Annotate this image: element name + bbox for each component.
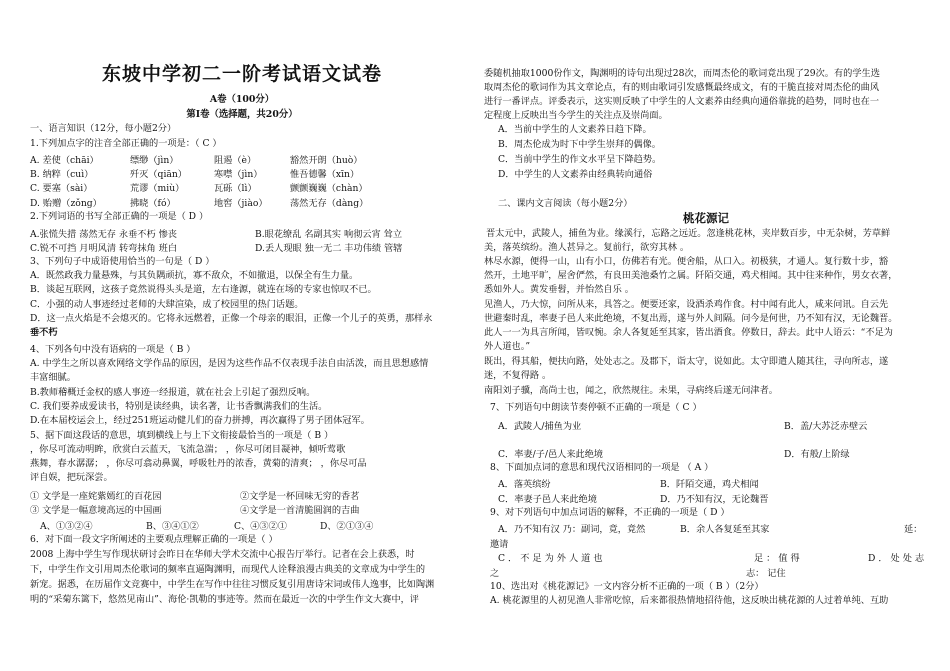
q7-option-c: C．率妻/子/邑人来此绝境 bbox=[498, 449, 604, 460]
q1-option: 荡然无存（dàng） bbox=[290, 198, 369, 209]
q6-option-d: D．中学生的人文素养由经典转向通俗 bbox=[498, 169, 653, 180]
q4-option-b: B.教师稽概迁金权的感人事迹一经报道，就在社会上引起了强烈反响。 bbox=[30, 387, 316, 398]
left-column bbox=[22, 0, 462, 671]
q9-option-a: A．乃不知有汉 乃：副词，竟，竟然 bbox=[498, 524, 646, 535]
passage-line: 迷，不复得路 。 bbox=[484, 370, 552, 381]
q3-option-d: D．这一点火焰是不会熄灭的。它将永远燃着，正像一个母亲的眼泪，正像一个儿子的英勇，那样永 bbox=[30, 313, 433, 324]
passage-line: 南阳刘子骥，高尚士也，闻之，欣然规往。未果，寻病终后遂无问津者。 bbox=[484, 385, 778, 396]
q6-passage: 新宠。据悉，在历届作文竞赛中，中学生在写作中往往习惯反复引用唐诗宋词或伟人逸事，比如陶渊 bbox=[30, 579, 435, 590]
q6-passage-cont: 取周杰伦的歌词作为其文章论点，有的则由歌词引发感慨最终成文，有的干脆直接对周杰伦的曲风 bbox=[484, 82, 880, 93]
q1-option: 荒谬（miù） bbox=[130, 183, 185, 194]
q3-option-d-cont: 垂不朽 bbox=[30, 327, 58, 338]
q2-option-d: D.丢人现眼 独一无二 丰功伟绩 管辖 bbox=[255, 243, 403, 254]
q5-item: ②文学是一杯回味无穷的香茗 bbox=[240, 491, 360, 502]
q4-option-a: A. 中学生之所以喜欢网络文学作品的原因，是因为这些作品不仅表现手法自由活泼，而且思想感情 bbox=[30, 358, 429, 369]
q5-item: ① 文学是一座姹紫嫣红的百花园 bbox=[30, 491, 162, 502]
q8-option-a: A．落英缤纷 bbox=[498, 479, 551, 490]
q1-option: 拂晓（fó） bbox=[130, 198, 176, 209]
q9-option-c-gloss: 足：值得 bbox=[754, 553, 803, 564]
question-1-stem: 1.下列加点字的注音全部正确的一项是：（ C ） bbox=[30, 138, 222, 149]
q9-option-d-cont: 之 bbox=[490, 568, 500, 579]
question-5-stem: 5、据下面这段话的意思，填到横线上与上下文衔接最恰当的一项是（ B ） bbox=[30, 430, 334, 441]
q2-option-c: C.锐不可挡 月明风清 转弯抹角 班白 bbox=[30, 243, 178, 254]
q4-option-d: D.在本届校运会上，经过251班运动健儿们的奋力拼搏，再次赢得了男子团体冠军。 bbox=[30, 415, 370, 426]
passage-line: 既出，得其船，便扶向路，处处志之。及郡下，诣太守，说如此。太守即遣人随其往，寻向所志，遂 bbox=[484, 356, 889, 367]
q5-answer-d: D、②①③④ bbox=[320, 521, 374, 532]
q2-option-b: B.眼花缭乱 名副其实 响彻云宵 耸立 bbox=[255, 229, 403, 240]
q5-answer-c: C、④③②① bbox=[234, 521, 287, 532]
volume-heading: A卷（100分） bbox=[209, 94, 275, 105]
q9-option-b-cont: 邀请 bbox=[490, 539, 509, 550]
question-8-stem: 8、下面加点词的意思和现代汉语相同的一项是 （ A ） bbox=[490, 462, 714, 473]
q8-option-b: B．阡陌交通，鸡犬相闻 bbox=[660, 479, 759, 490]
q5-answer-b: B、③④①② bbox=[146, 521, 199, 532]
q9-option-c: C．不足为外人道也 bbox=[498, 553, 606, 564]
q3-option-b: B．谈起互联网，这孩子竟然说得头头是道，左右逢源，就连在场的专家也惊叹不已。 bbox=[30, 284, 377, 295]
question-9-stem: 9、对下列语句中加点词语的解释，不正确的一项是（ D ） bbox=[490, 507, 730, 518]
q6-passage-cont: 委随机抽取1000份作文，陶渊明的诗句出现过28次，而周杰伦的歌词竟出现了29次。有的学生选 bbox=[484, 68, 880, 79]
q6-passage-cont: 进行一番评点。评委表示，这实则反映了中学生的人文素养由经典向通俗靠拢的趋势，同时也在一 bbox=[484, 96, 880, 107]
q9-option-d: D．处处志 bbox=[868, 553, 928, 564]
question-7-stem: 7、下列语句中朗读节奏停顿不正确的一项是（ C ） bbox=[490, 402, 702, 413]
q1-option: A. 差使（chāi） bbox=[30, 155, 99, 166]
q1-option: 瓦砾（lì） bbox=[214, 183, 257, 194]
q1-option: 歼灭（qiān） bbox=[130, 169, 187, 180]
passage-line: 见渔人，乃大惊，问所从来，具答之。便要还家，设酒杀鸡作食。村中闻有此人，咸来问讯。自云先 bbox=[484, 299, 889, 310]
passage-line: 此人一一为具言所闻，皆叹惋。余人各复延至其家，皆出酒食。停数日，辞去。此中人语云：“不足为 bbox=[484, 327, 893, 338]
q6-option-c: C．当前中学生的作文水平呈下降趋势。 bbox=[498, 154, 662, 165]
q1-option: B. 纳粹（cuì） bbox=[30, 169, 94, 180]
q1-option: 颤颤巍巍（chàn） bbox=[290, 183, 368, 194]
q6-passage: 下，中学生作文引用周杰伦歌词的频率直逼陶渊明，而现代人诠释浪漫古典美的文章成为中学生的 bbox=[30, 564, 426, 575]
q6-option-a: A．当前中学生的人文素养日趋下降。 bbox=[498, 124, 652, 135]
q6-passage: 2008 上海中学生写作现状研讨会昨日在华师大学术交流中心报告厅举行。记者在会上获悉，时 bbox=[30, 549, 415, 560]
q8-option-d: D．乃不知有汉，无论魏晋 bbox=[660, 494, 769, 505]
q1-option: 地窖（jiào） bbox=[214, 198, 268, 209]
q1-option: 缥缈（jìn） bbox=[130, 155, 179, 166]
passage-line: 世避秦时乱，率妻子邑人来此绝境，不复出焉，遂与外人间隔。问今是何世，乃不知有汉，无论魏晋。 bbox=[484, 313, 898, 324]
q9-option-d-gloss: 志： 记住 bbox=[746, 568, 786, 579]
q4-option-c: C. 我们要养成爱读书，特别是读经典，读名著，让书香飘满我们的生活。 bbox=[30, 401, 328, 412]
q1-option: D. 贻赠（zǒng） bbox=[30, 198, 102, 209]
q8-option-c: C．率妻子邑人来此绝境 bbox=[498, 494, 597, 505]
q1-option: 阻遏（è） bbox=[214, 155, 257, 166]
q5-item: ④文学是一首清脆圆润的吉曲 bbox=[240, 505, 360, 516]
q5-answer-a: A、①③②④ bbox=[40, 521, 93, 532]
section-heading: 一、语言知识（12分，每小题2分） bbox=[30, 123, 177, 134]
q7-option-a: A．武陵人/捕鱼为业 bbox=[498, 421, 582, 432]
q1-option: C. 要塞（sài） bbox=[30, 183, 93, 194]
passage-line: 美，落英缤纷。渔人甚异之。复前行，欲穷其林 。 bbox=[484, 242, 690, 253]
part-heading: 第Ⅰ卷（选择题，共20分） bbox=[186, 109, 298, 120]
q10-option-a: A. 桃花源里的人初见渔人非常吃惊，后来都很热情地招待他，这反映出桃花源的人过着单纯、互助 bbox=[490, 595, 889, 606]
q4-option-a-cont: 丰富细腻。 bbox=[30, 372, 76, 383]
right-column bbox=[484, 0, 928, 671]
passage-line: 外人道也。” bbox=[484, 341, 531, 352]
q3-option-a: A．既然政我力量悬殊，与其负隅顽抗，寡不敌众，不如撤退，以保全有生力量。 bbox=[30, 270, 359, 281]
q6-option-b: B．周杰伦成为时下中学生崇拜的偶像。 bbox=[498, 139, 661, 150]
question-6-stem: 6．对下面一段文字所阐述的主要观点理解正确的一项是（ ） bbox=[30, 534, 278, 545]
passage-title: 桃花源记 bbox=[683, 211, 729, 225]
q1-option: 豁然开朗（huò） bbox=[290, 155, 363, 166]
q5-item: ③ 文学是一幅意境高远的中国画 bbox=[30, 505, 162, 516]
q6-passage-cont: 定程度上反映出当今学生的关注点及崇尚面。 bbox=[484, 110, 668, 121]
q5-passage: ，你尽可流动明眸，欣赏白云蓝天，飞流急湍； ，你尽可闭目凝神，倾听莺歌 bbox=[30, 444, 346, 455]
passage-line: 悉如外人。黄发垂髫，并怡然自乐 。 bbox=[484, 284, 634, 295]
question-2-stem: 2.下列词语的书写全部正确的一项是（ D ） bbox=[30, 211, 209, 222]
question-10-stem: 10、选出对《桃花源记》一文内容分析不正确的一项（ B ）（2分） bbox=[490, 581, 764, 592]
passage-line: 然开，土地平旷，屋舍俨然，有良田美池桑竹之属。阡陌交通，鸡犬相闻。其中往来种作，男女衣著， bbox=[484, 270, 898, 281]
q2-option-a: A.张慌失措 荡然无存 永垂不朽 惨丧 bbox=[30, 229, 177, 240]
passage-line: 林尽水源，便得一山，山有小口，仿佛若有光。便舍船，从口入。初极狭，才通人。复行数十步，豁 bbox=[484, 256, 889, 267]
question-4-stem: 4、下列各句中没有语病的一项是（ B ） bbox=[30, 344, 196, 355]
q6-passage: 明的“采菊东篱下，悠然见南山”、海伦·凯勒的事迹等。然而在最近一次的中学生作文大赛中，评 bbox=[30, 594, 419, 605]
question-3-stem: 3、下列句子中成语使用恰当的一句是（ D ） bbox=[30, 256, 215, 267]
q5-passage: 评自娱，把玩深尝。 bbox=[30, 472, 113, 483]
q7-option-d: D．有般/上阶绿 bbox=[784, 449, 850, 460]
passage-line: 晋太元中，武陵人，捕鱼为业。缘溪行，忘路之远近。忽逢桃花林，夹岸数百步，中无杂树，芳草鲜 bbox=[486, 228, 891, 239]
q5-passage: 燕舞，春水潺潺； ，你尽可翕动鼻翼，呼吸牡丹的浓香，黄菊的清爽； ，你尽可品 bbox=[30, 458, 367, 469]
q9-option-b: B．余人各复延至其家 bbox=[680, 524, 770, 535]
section-heading: 二、课内文言阅读（每小题2分） bbox=[498, 198, 633, 209]
exam-title: 东坡中学初二一阶考试语文试卷 bbox=[101, 63, 382, 85]
q7-option-b: B．盖/大苏泛赤壁云 bbox=[784, 421, 868, 432]
q1-option: 寒噤（jìn） bbox=[214, 169, 263, 180]
q3-option-c: C．小强的动人事迹经过老师的大肆渲染，成了校园里的热门话题。 bbox=[30, 299, 304, 310]
q1-option: 惟吾德馨（xīn） bbox=[290, 169, 360, 180]
q9-option-b-end: 延： bbox=[904, 524, 923, 535]
